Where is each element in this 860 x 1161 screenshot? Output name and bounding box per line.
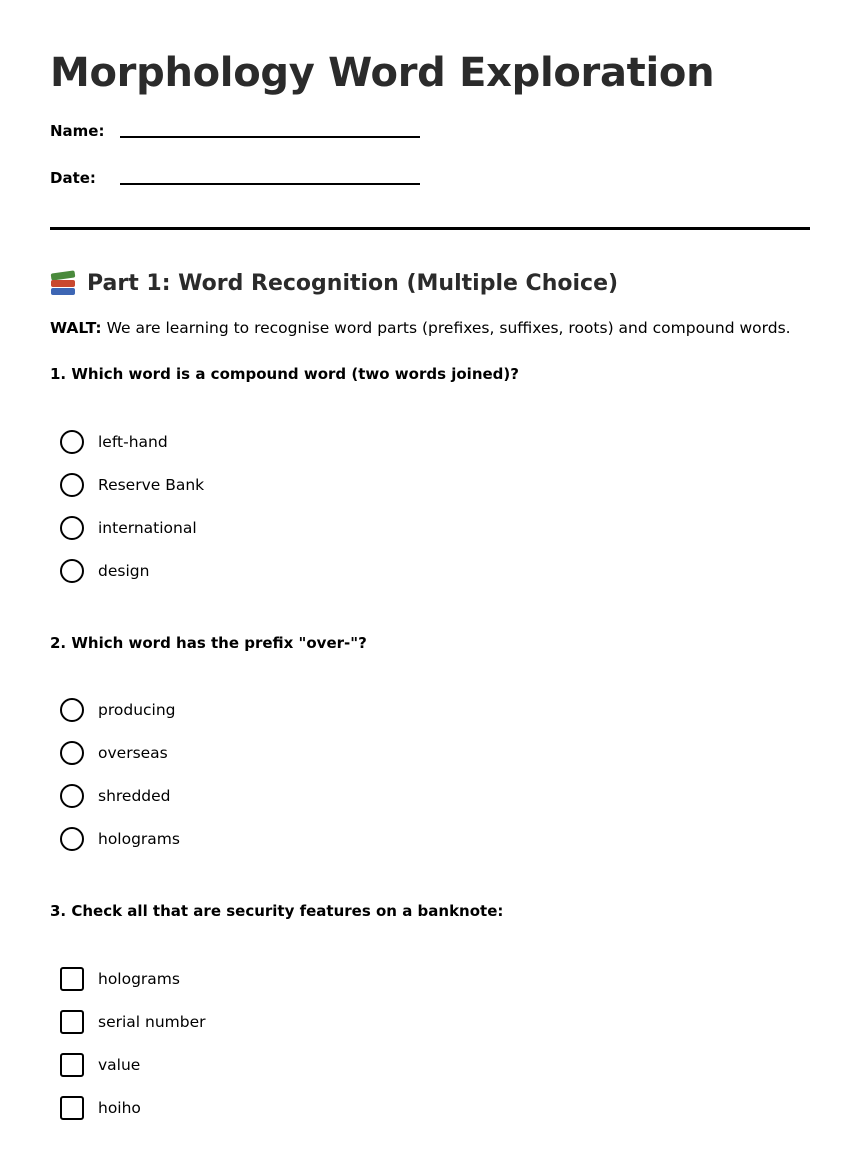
walt-text: We are learning to recognise word parts (prefixes, suffixes, roots) and compound words. [101, 319, 791, 337]
q1-option-1[interactable] [60, 429, 360, 455]
part1-heading-text: Part 1: Word Recognition (Multiple Choice) [87, 270, 619, 296]
checkbox[interactable] [60, 1053, 84, 1077]
walt-label: WALT: [50, 319, 102, 337]
checkbox[interactable] [60, 1010, 84, 1034]
radio-button[interactable] [60, 559, 84, 583]
q2-option-1[interactable] [60, 697, 360, 723]
option-label: international [98, 519, 197, 537]
q1-option-3[interactable] [60, 515, 360, 541]
q3-option-2[interactable] [60, 1009, 360, 1035]
q2-option-4[interactable] [60, 826, 360, 852]
option-label: serial number [98, 1013, 206, 1031]
question-3: 3. Check all that are security features on a banknote: [50, 902, 504, 920]
radio-button[interactable] [60, 741, 84, 765]
checkbox[interactable] [60, 1096, 84, 1120]
name-field [50, 122, 450, 152]
date-label: Date: [50, 169, 96, 187]
name-input-line[interactable] [120, 136, 420, 138]
option-label: producing [98, 701, 176, 719]
option-label: design [98, 562, 150, 580]
option-label: holograms [98, 970, 180, 988]
option-label: hoiho [98, 1099, 141, 1117]
option-label: Reserve Bank [98, 476, 205, 494]
name-label: Name: [50, 122, 105, 140]
date-field [50, 169, 450, 199]
q2-option-3[interactable] [60, 783, 360, 809]
option-label: holograms [98, 830, 180, 848]
q3-option-3[interactable] [60, 1052, 360, 1078]
q3-option-4[interactable] [60, 1095, 360, 1121]
header-divider [50, 227, 810, 230]
option-label: value [98, 1056, 141, 1074]
q1-option-4[interactable] [60, 558, 360, 584]
date-input-line[interactable] [120, 183, 420, 185]
radio-button[interactable] [60, 516, 84, 540]
option-label: left-hand [98, 433, 168, 451]
q3-option-1[interactable] [60, 966, 360, 992]
radio-button[interactable] [60, 430, 84, 454]
question-1: 1. Which word is a compound word (two words joined)? [50, 365, 519, 383]
option-label: overseas [98, 744, 168, 762]
q1-option-2[interactable] [60, 472, 360, 498]
option-label: shredded [98, 787, 171, 805]
radio-button[interactable] [60, 827, 84, 851]
radio-button[interactable] [60, 784, 84, 808]
radio-button[interactable] [60, 473, 84, 497]
walt-statement [50, 319, 791, 337]
page-title: Morphology Word Exploration [50, 50, 715, 96]
radio-button[interactable] [60, 698, 84, 722]
question-2: 2. Which word has the prefix "over-"? [50, 634, 367, 652]
part1-heading [50, 267, 618, 299]
books-icon [50, 270, 77, 296]
checkbox[interactable] [60, 967, 84, 991]
q2-option-2[interactable] [60, 740, 360, 766]
